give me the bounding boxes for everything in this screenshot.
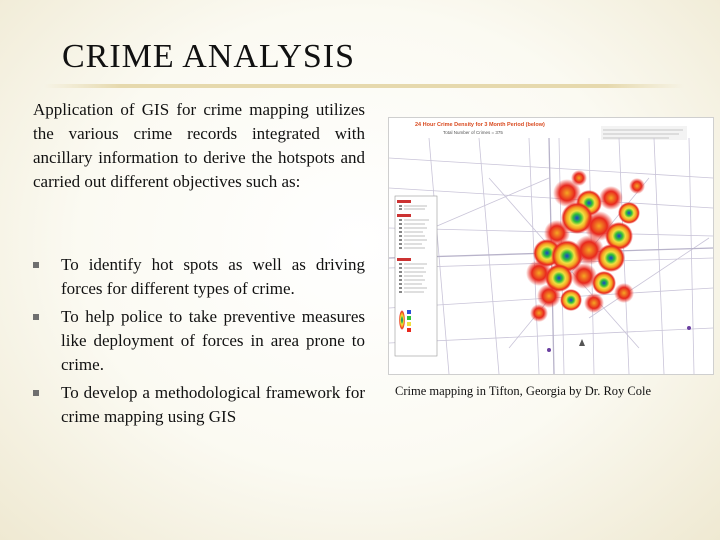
map-graphic: [389, 118, 713, 374]
square-bullet-icon: [33, 314, 39, 320]
intro-paragraph: Application of GIS for crime mapping utilizes the various crime records integrated with ancillary information to derive the hotspots and carried out different objectives such as:: [33, 100, 365, 191]
page-title: CRIME ANALYSIS: [62, 38, 356, 75]
square-bullet-icon: [33, 262, 39, 268]
bullet-text: To identify hot spots as well as driving forces for different types of crime.: [61, 255, 365, 298]
hotspot-cluster: [526, 170, 645, 322]
map-caption: Crime mapping in Tifton, Georgia by Dr. Roy Cole: [395, 384, 652, 398]
bullet-text: To help police to take preventive measures like deployment of forces in area prone to crime.: [61, 307, 365, 374]
map-title: 24 Hour Crime Density for 3 Month Period (below): [415, 122, 545, 128]
list-item: [33, 253, 365, 301]
map-subtitle: Total Number of Crimes = 375: [443, 130, 503, 135]
list-item: [33, 305, 365, 377]
bullet-text: To develop a methodological framework for crime mapping using GIS: [61, 383, 365, 426]
square-bullet-icon: [33, 390, 39, 396]
map-legend: [395, 196, 437, 356]
list-item: [33, 381, 365, 429]
title-divider: [44, 84, 684, 88]
north-arrow-icon: [579, 339, 585, 346]
crime-density-map: [388, 117, 714, 375]
objectives-list: [33, 253, 365, 433]
